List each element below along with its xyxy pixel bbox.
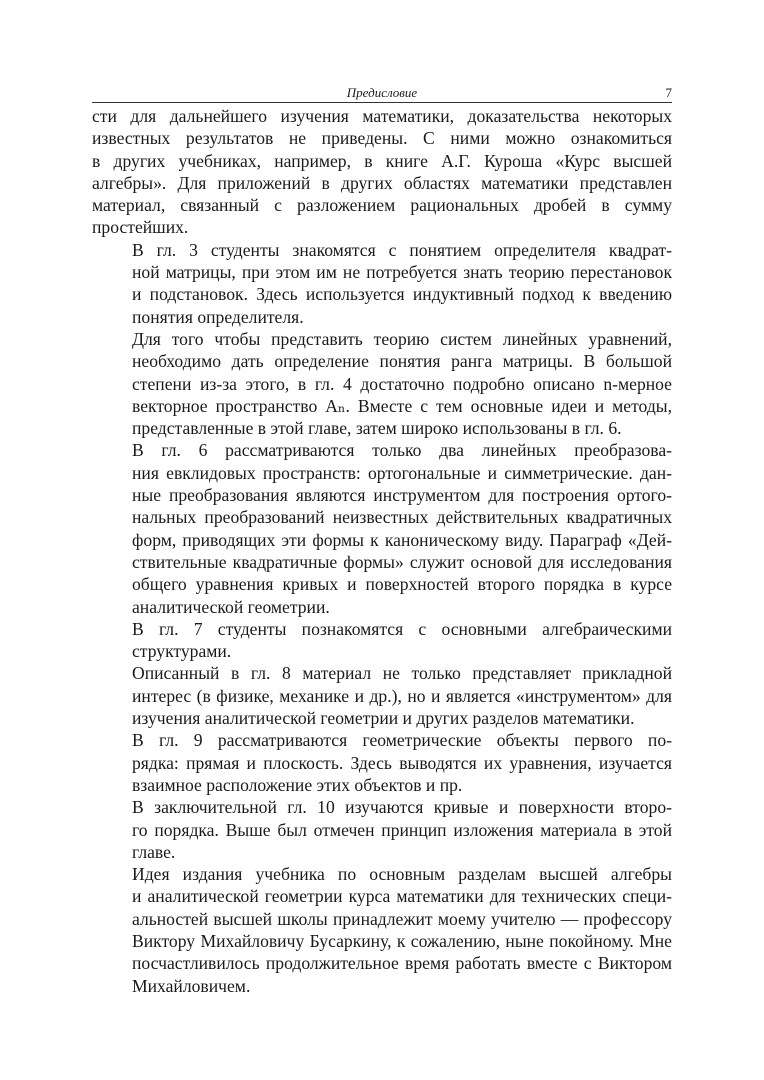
running-title: Предисловие [346,85,418,100]
paragraph [92,439,672,617]
text-line: общего уравнения кривых и поверхностей второго порядка в курсе [132,574,672,595]
text-line: Виктору Михайловичу Бусаркину, к сожалению, ныне покойному. Мне [132,930,672,951]
paragraph [92,239,672,328]
text-line: нальных преобразований неизвестных действительных квадратичных [132,507,672,528]
text-line: структурами. [132,641,232,662]
text-line: сти для дальнейшего изучения математики, доказательства некоторых [92,106,672,126]
text-line: и подстановок. Здесь используется индуктивный подход к введению [132,284,672,305]
paragraph [92,105,672,239]
text-line: в других учебниках, например, в книге А.Г. Куроша «Курс высшей [92,150,672,171]
text-line: простейших. [92,217,189,238]
paragraph [92,328,672,439]
text-line: Идея издания учебника по основным разделам высшей алгебры [132,864,672,885]
text-line: взаимное расположение этих объектов и пр. [132,774,463,795]
text-line: необходимо дать определение понятия ранга матрицы. В большой [132,351,672,372]
text-line: рядка: прямая и плоскость. Здесь выводятся их уравнения, изучается [132,752,672,773]
text-line: интерес (в физике, механике и др.), но и является «инструментом» для [132,685,672,706]
text-line: алгебры». Для приложений в других областях математики представлен [92,172,672,193]
text-line: степени из-за этого, в гл. 4 достаточно подробно описано n-мерное [132,373,672,394]
text-line: В гл. 6 рассматриваются только два линейных преобразова- [132,440,672,461]
text-line: аналитической геометрии. [132,596,330,617]
text-line: главе. [132,841,176,862]
text-line: альностей высшей школы принадлежит моему учителю — профессору [132,908,672,929]
body-text [92,105,672,997]
text-line: ные преобразования являются инструментом для построения ортого- [132,485,672,506]
text-line: Для того чтобы представить теорию систем линейных уравнений, [132,328,672,349]
text-line: понятия определителя. [132,306,304,327]
text-line: форм, приводящих эти формы к каноническому виду. Параграф «Дей- [132,529,672,550]
text-line: Описанный в гл. 8 материал не только представляет прикладной [132,663,672,684]
paragraph [92,796,672,863]
text-line: В гл. 3 студенты знакомятся с понятием определителя квадрат- [132,239,672,260]
text-line: го порядка. Выше был отмечен принцип изложения материала в этой [132,819,672,840]
paragraph [92,618,672,663]
paragraph [92,662,672,729]
text-line: известных результатов не приведены. С ними можно ознакомиться [92,128,672,149]
paragraph [92,863,672,997]
text-line: В гл. 7 студенты познакомятся с основными алгебраическими [132,618,672,639]
text-line: ствительные квадратичные формы» служит основой для исследования [132,551,672,572]
text-line: ния евклидовых пространств: ортогональные и симметрические. дан- [132,462,672,483]
text-line: и аналитической геометрии курса математики для технических специ- [132,886,672,907]
text-line: изучения аналитической геометрии и других разделов математики. [132,708,635,729]
text-line: Михайловичем. [132,975,251,996]
text-line: материал, связанный с разложением рациональных дробей в сумму [92,195,672,216]
text-line: векторное пространство Aₙ. Вместе с тем основные идеи и методы, [132,395,672,416]
page-number: 7 [665,85,672,100]
text-line: В заключительной гл. 10 изучаются кривые и поверхности второ- [132,797,672,818]
text-line: посчастливилось продолжительное время работать вместе с Виктором [132,953,672,974]
text-line: В гл. 9 рассматриваются геометрические объекты первого по- [132,730,672,751]
text-line: ной матрицы, при этом им не потребуется знать теорию перестановок [132,262,672,283]
paragraph [92,729,672,796]
running-header [92,84,672,103]
text-line: представленные в этой главе, затем широко использованы в гл. 6. [132,418,622,439]
